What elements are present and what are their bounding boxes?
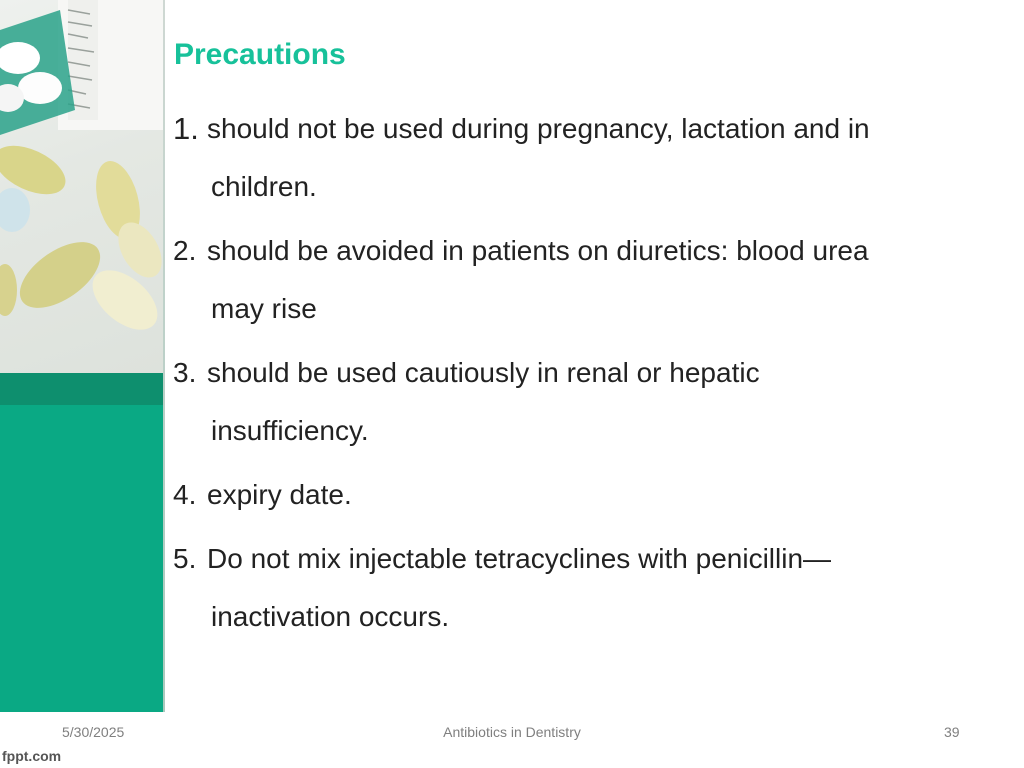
teal-band: [0, 405, 163, 712]
slide-number: 39: [944, 724, 960, 740]
yellow-pill: [0, 264, 17, 316]
white-pill: [18, 72, 62, 104]
item-text-line1: should not be used during pregnancy, lactation and in: [207, 113, 870, 144]
item-number: 1.: [173, 111, 199, 146]
precautions-list: [173, 100, 983, 652]
item-text-line2: may rise: [211, 293, 317, 324]
item-number: 5.: [173, 543, 197, 574]
footer-date: 5/30/2025: [62, 724, 125, 740]
item-text-line2: insufficiency.: [211, 415, 369, 446]
fppt-logo: fppt.com: [2, 748, 62, 764]
item-text-line1: Do not mix injectable tetracyclines with penicillin—: [207, 543, 832, 574]
list-item: [173, 222, 983, 338]
item-number: 3.: [173, 357, 197, 388]
item-text-line2: inactivation occurs.: [211, 601, 450, 632]
list-item: [173, 100, 983, 216]
footer-title: Antibiotics in Dentistry: [443, 724, 581, 740]
item-text-line1: should be used cautiously in renal or hepatic: [207, 357, 760, 388]
list-item: [173, 466, 983, 524]
divider-line: [163, 0, 165, 712]
list-item: [173, 344, 983, 460]
item-number: 4.: [173, 479, 197, 510]
pills-photo: [0, 0, 163, 373]
item-text-line1: should be avoided in patients on diuretics: blood urea: [207, 235, 869, 266]
yellow-pill: [9, 229, 112, 321]
item-text-line1: expiry date.: [207, 479, 352, 510]
slide-title: Precautions: [174, 38, 346, 71]
pills-illustration: [0, 0, 163, 373]
item-text-line2: children.: [211, 171, 317, 202]
teal-band-dark: [0, 373, 163, 405]
blister-bubble: [0, 188, 30, 232]
item-number: 2.: [173, 235, 197, 266]
list-item: [173, 530, 983, 646]
